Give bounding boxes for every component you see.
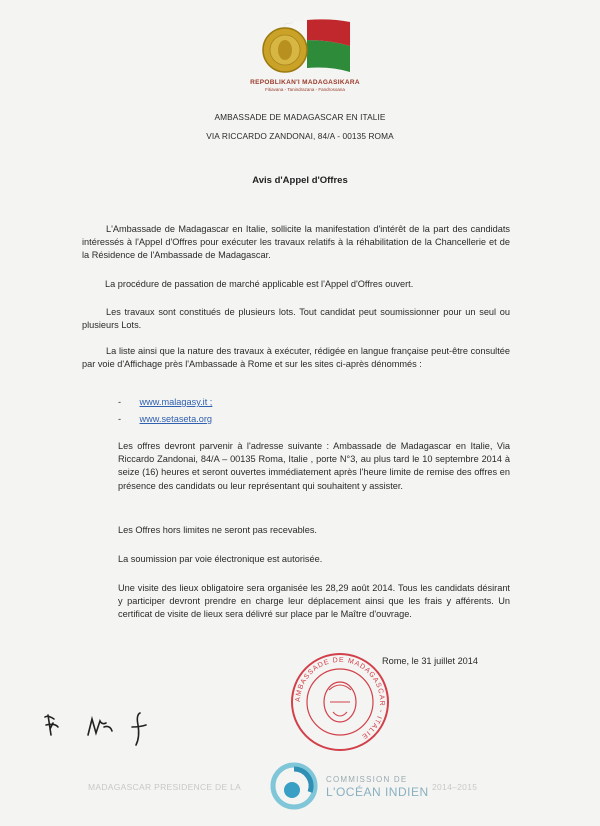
paragraph-lots: Les travaux sont constitués de plusieurs lots. Tout candidat peut soumissionner pour un seul ou plusieurs Lots. <box>82 307 510 331</box>
link-item <box>118 392 212 410</box>
paragraph-consultation: La liste ainsi que la nature des travaux à exécuter, rédigée en langue française peut-être consultée par voie d'Affichage près l'Ambassade à Rome et sur les sites ci-après dénommés : <box>82 346 510 370</box>
paragraph-procedure: La procédure de passation de marché applicable est l'Appel d'Offres ouvert. <box>105 279 414 289</box>
official-stamp <box>285 650 395 755</box>
paragraph-offers-address: Les offres devront parvenir à l'adresse suivante : Ambassade de Madagascar en Italie, Via Riccardo Zandonai, 84/A – 00135 Roma, Italie , porte N°3, au plus tard le 10 septembre 2014 à seize (16) heures et seront ouvertes immédiatement après l'heure limite de remise des offres en présence des candidats ou leur représentant qui souhaitent y assister. <box>118 441 510 491</box>
commission-title: COMMISSION DE <box>326 775 408 784</box>
link-setaseta[interactable]: www.setaseta.org <box>139 414 213 424</box>
document-title: Avis d'Appel d'Offres <box>252 175 348 186</box>
paragraph-intro: L'Ambassade de Madagascar en Italie, sollicite la manifestation d'intérêt de la part des candidats intéressés à l'Appel d'Offres pour exécuter les travaux relatifs à la réhabilitation de la Chancellerie et de la Résidence de l'Ambassade de Madagascar. <box>82 224 510 261</box>
signature <box>40 705 170 750</box>
list-dash: - <box>118 397 122 407</box>
footer-years: 2014–2015 <box>432 782 478 792</box>
paragraph-late-offers: Les Offres hors limites ne seront pas recevables. <box>118 525 317 535</box>
republic-name: REPOBLIKAN'I MADAGASIKARA <box>250 79 360 86</box>
coi-logo-icon <box>270 762 318 810</box>
paragraph-site-visit: Une visite des lieux obligatoire sera organisée les 28,29 août 2014. Tous les candidats désirant y participer devront prendre en charge leur déplacement ainsi que les frais y afférents. Un certificat de visite de lieux sera délivré sur place par le Maître d'ouvrage. <box>118 583 510 620</box>
footer-presidency: MADAGASCAR PRESIDENCE DE LA <box>88 782 242 792</box>
link-item <box>118 409 212 427</box>
commission-subtitle: L'OCÉAN INDIEN <box>326 785 429 799</box>
paragraph-electronic: La soumission par voie électronique est autorisée. <box>118 554 323 564</box>
link-malagasy[interactable]: www.malagasy.it ; <box>139 397 213 407</box>
embassy-name: AMBASSADE DE MADAGASCAR EN ITALIE <box>214 112 386 122</box>
list-dash: - <box>118 414 122 424</box>
republic-motto: Fitiavana - Tanindrazana - Fandrosoana <box>265 87 345 92</box>
stamp-text: AMBASSADE DE MADAGASCAR - ITALIE <box>294 656 386 741</box>
place-date: Rome, le 31 juillet 2014 <box>382 656 479 666</box>
embassy-address: VIA RICCARDO ZANDONAI, 84/A - 00135 ROMA <box>206 131 394 141</box>
madagascar-emblem-logo <box>255 10 355 80</box>
